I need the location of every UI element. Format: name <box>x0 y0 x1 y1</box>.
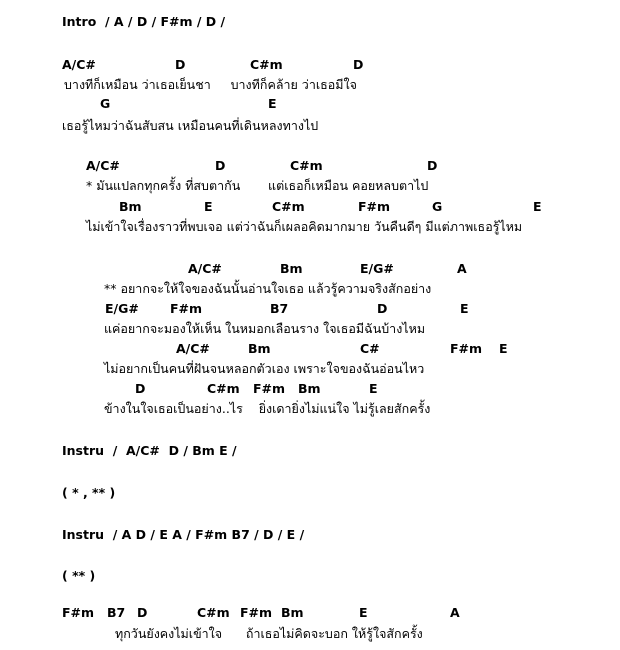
lyric-line: บางทีก็เหมือน ว่าเธอเย็นชา บางทีก็คล้าย ว่าเธอมีใจ <box>64 77 357 92</box>
chord: E/G# <box>105 301 139 316</box>
lyric-line: ไม่อยากเป็นคนที่ฝันจนหลอกตัวเอง เพราะใจของฉันอ่อนไหว <box>104 361 425 376</box>
chord: E/G# <box>360 261 394 276</box>
chord: E <box>369 381 378 396</box>
chord: E <box>268 96 277 111</box>
chord: A/C# <box>86 158 120 173</box>
chord: Bm <box>281 605 304 620</box>
chord: A <box>450 605 460 620</box>
chord: B7 <box>270 301 289 316</box>
intro-line: Intro / A / D / F#m / D / <box>62 14 226 29</box>
chord: D <box>377 301 388 316</box>
lyric-line: ไม่เข้าใจเรื่องราวที่พบเจอ แต่ว่าฉันก็เผลอคิดมากมาย วันคืนดีๆ มีแต่ภาพเธอรู้ไหม <box>86 219 523 234</box>
chord: G <box>432 199 443 214</box>
chord: C#m <box>272 199 305 214</box>
chord: E <box>533 199 542 214</box>
lyric-line: ** อยากจะให้ใจของฉันนั้นอ่านใจเธอ แล้วรู้ความจริงสักอย่าง <box>104 281 432 296</box>
lyric-line: * มันแปลกทุกครั้ง ที่สบตากัน แต่เธอก็เหมือน คอยหลบตาไป <box>86 178 429 193</box>
chord: F#m <box>358 199 391 214</box>
lyric-line: แค่อยากจะมองให้เห็น ในหมอกเลือนราง ใจเธอมีฉันบ้างไหม <box>104 321 426 336</box>
chord: A/C# <box>176 341 210 356</box>
chord: F#m <box>62 605 95 620</box>
chord: D <box>215 158 226 173</box>
chord: F#m <box>253 381 286 396</box>
chord: A <box>457 261 467 276</box>
chord: B7 <box>107 605 126 620</box>
chord: G <box>100 96 111 111</box>
chord: C#m <box>207 381 240 396</box>
instrumental-line: Instru / A D / E A / F#m B7 / D / E / <box>62 527 305 542</box>
chord: Bm <box>248 341 271 356</box>
chord: E <box>204 199 213 214</box>
lyric-line: ทุกวันยังคงไม่เข้าใจ ถ้าเธอไม่คิดจะบอก ให้รู้ใจสักครั้ง <box>115 626 423 641</box>
chord: A/C# <box>62 57 96 72</box>
instrumental-line: Instru / A/C# D / Bm E / <box>62 443 237 458</box>
chord: E <box>359 605 368 620</box>
chord: D <box>137 605 148 620</box>
chord: E <box>460 301 469 316</box>
chord: C#m <box>290 158 323 173</box>
chord: F#m <box>170 301 203 316</box>
chord: F#m <box>450 341 483 356</box>
lyric-line: เธอรู้ไหมว่าฉันสับสน เหมือนคนที่เดินหลงทางไป <box>62 118 319 133</box>
repeat-marker: ( * , ** ) <box>62 485 116 500</box>
chord: D <box>353 57 364 72</box>
chord: F#m <box>240 605 273 620</box>
chord: D <box>135 381 146 396</box>
chord: D <box>175 57 186 72</box>
chord: A/C# <box>188 261 222 276</box>
repeat-marker: ( ** ) <box>62 568 96 583</box>
chord: C#m <box>250 57 283 72</box>
chord: Bm <box>119 199 142 214</box>
chord: E <box>499 341 508 356</box>
lyric-line: ข้างในใจเธอเป็นอย่าง..ไร ยิ่งเดายิ่งไม่แน่ใจ ไม่รู้เลยสักครั้ง <box>104 401 431 416</box>
chord: C#m <box>197 605 230 620</box>
chord: Bm <box>280 261 303 276</box>
chord: Bm <box>298 381 321 396</box>
chord: D <box>427 158 438 173</box>
chord: C# <box>360 341 380 356</box>
